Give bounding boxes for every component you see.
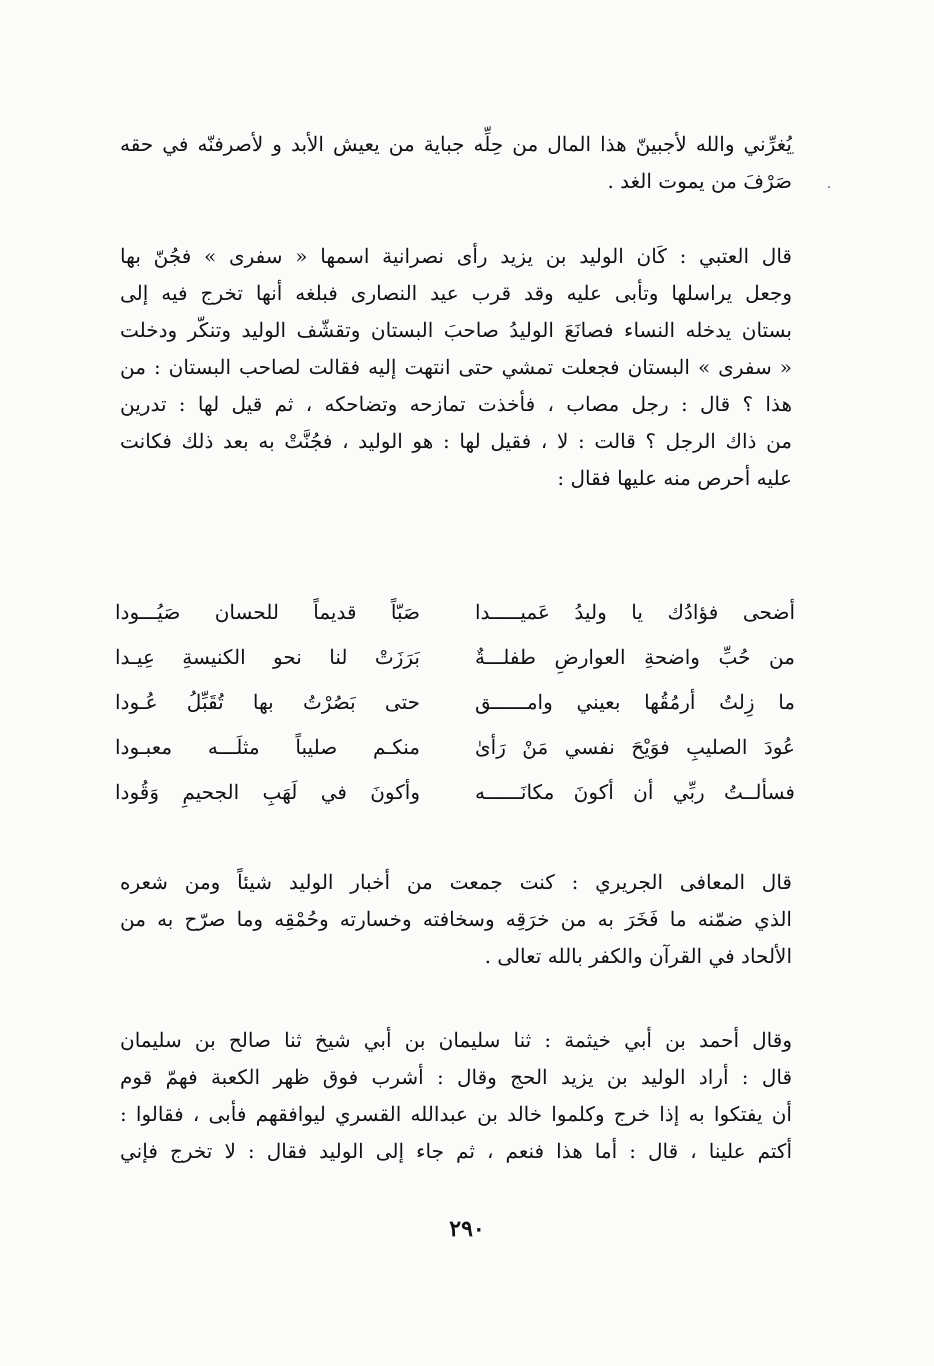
poem <box>115 590 795 815</box>
verse-first-hemistich: أضحى فؤادُك يا وليدُ عَميـــــدا <box>475 600 795 624</box>
poem-verse <box>115 680 795 725</box>
verse-second-hemistich: بَرَزَتْ لنا نحو الكنيسةِ عِيـدا <box>115 645 420 669</box>
text-line: بستان يدخله النساء فصانَعَ الوليدُ صاحبَ البستان وتقشّف الوليد وتنكّر ودخلت <box>120 318 792 342</box>
poem-verse <box>115 635 795 680</box>
text-line: وجعل يراسلها وتأبى عليه وقد قرب عيد النصارى فبلغه أنها تخرج فيه إلى <box>120 281 792 305</box>
verse-second-hemistich: منكـم صليباً مثلَـــه معبـودا <box>115 735 420 759</box>
scan-speck <box>792 152 794 154</box>
text-line: أن يفتكوا به إذا خرج وكلموا خالد بن عبدالله القسري ليوافقهم فأبى ، فقالوا : <box>120 1102 792 1126</box>
page-number: ٢٩٠ <box>449 1216 485 1242</box>
text-line: صَرْفَ من يموت الغد . <box>607 169 792 193</box>
text-line: عليه أحرص منه عليها فقال : <box>557 466 792 490</box>
text-line: قال العتبي : كَان الوليد بن يزيد رأى نصرانية اسمها « سفرى » فجُنّ بها <box>120 244 792 268</box>
paragraph-2 <box>120 238 792 497</box>
text-line: الذي ضمّنه ما فَخَرَ به من خرَقِه وسخافته وخسارته وحُمْقِه وما صرّح به من <box>120 907 792 931</box>
paragraph-4 <box>120 1022 792 1170</box>
verse-first-hemistich: فسألــتُ ربِّي أن أكونَ مكانَــــــه <box>475 780 795 804</box>
verse-second-hemistich: وأكونَ في لَهَبِ الجحيمِ وَقُودا <box>115 780 420 804</box>
verse-first-hemistich: من حُبِّ واضحةِ العوارضِ طفلـــةٌ <box>475 645 795 669</box>
text-line: « سفرى » البستان فجعلت تمشي حتى انتهت إليه فقالت لصاحب البستان : من <box>120 355 792 379</box>
poem-verse <box>115 590 795 635</box>
text-line: أكتم علينا ، قال : أما هذا فنعم ، ثم جاء إلى الوليد فقال : لا تخرج فإني <box>120 1139 792 1163</box>
paragraph-1 <box>120 126 792 200</box>
text-line: وقال أحمد بن أبي خيثمة : ثنا سليمان بن أبي شيخ ثنا صالح بن سليمان <box>120 1028 792 1052</box>
verse-second-hemistich: حتى بَصُرْتُ بها تُقَبِّلُ عُـودا <box>115 690 420 714</box>
text-line: قال : أراد الوليد بن يزيد الحج وقال : أشرب فوق ظهر الكعبة فهمّ قوم <box>120 1065 792 1089</box>
poem-verse <box>115 725 795 770</box>
text-line: يُغرِّني والله لأجبينّ هذا المال من حِلِّه جباية من يعيش الأبد و لأصرفنّه في حقه <box>120 132 792 156</box>
text-line: قال المعافى الجريري : كنت جمعت من أخبار الوليد شيئاً ومن شعره <box>120 870 792 894</box>
poem-verse <box>115 770 795 815</box>
verse-second-hemistich: صَبّاً قديماً للحسان صَيُـــودا <box>115 600 420 624</box>
text-line: هذا ؟ قال : رجل مصاب ، فأخذت تمازحه وتضاحكه ، ثم قيل لها : تدرين <box>120 392 792 416</box>
text-line: من ذاك الرجل ؟ قالت : لا ، فقيل لها : هو الوليد ، فجُنَّتْ به بعد ذلك فكانت <box>120 429 792 453</box>
paragraph-3 <box>120 864 792 975</box>
verse-first-hemistich: عُودَ الصليبِ فوَيْحَ نفسي مَنْ رَأىٰ <box>475 735 795 759</box>
verse-first-hemistich: ما زِلتُ أرمُقُها بعيني وامــــــق <box>475 690 795 714</box>
scan-speck <box>828 186 830 188</box>
text-line: الألحاد في القرآن والكفر بالله تعالى . <box>484 944 792 968</box>
